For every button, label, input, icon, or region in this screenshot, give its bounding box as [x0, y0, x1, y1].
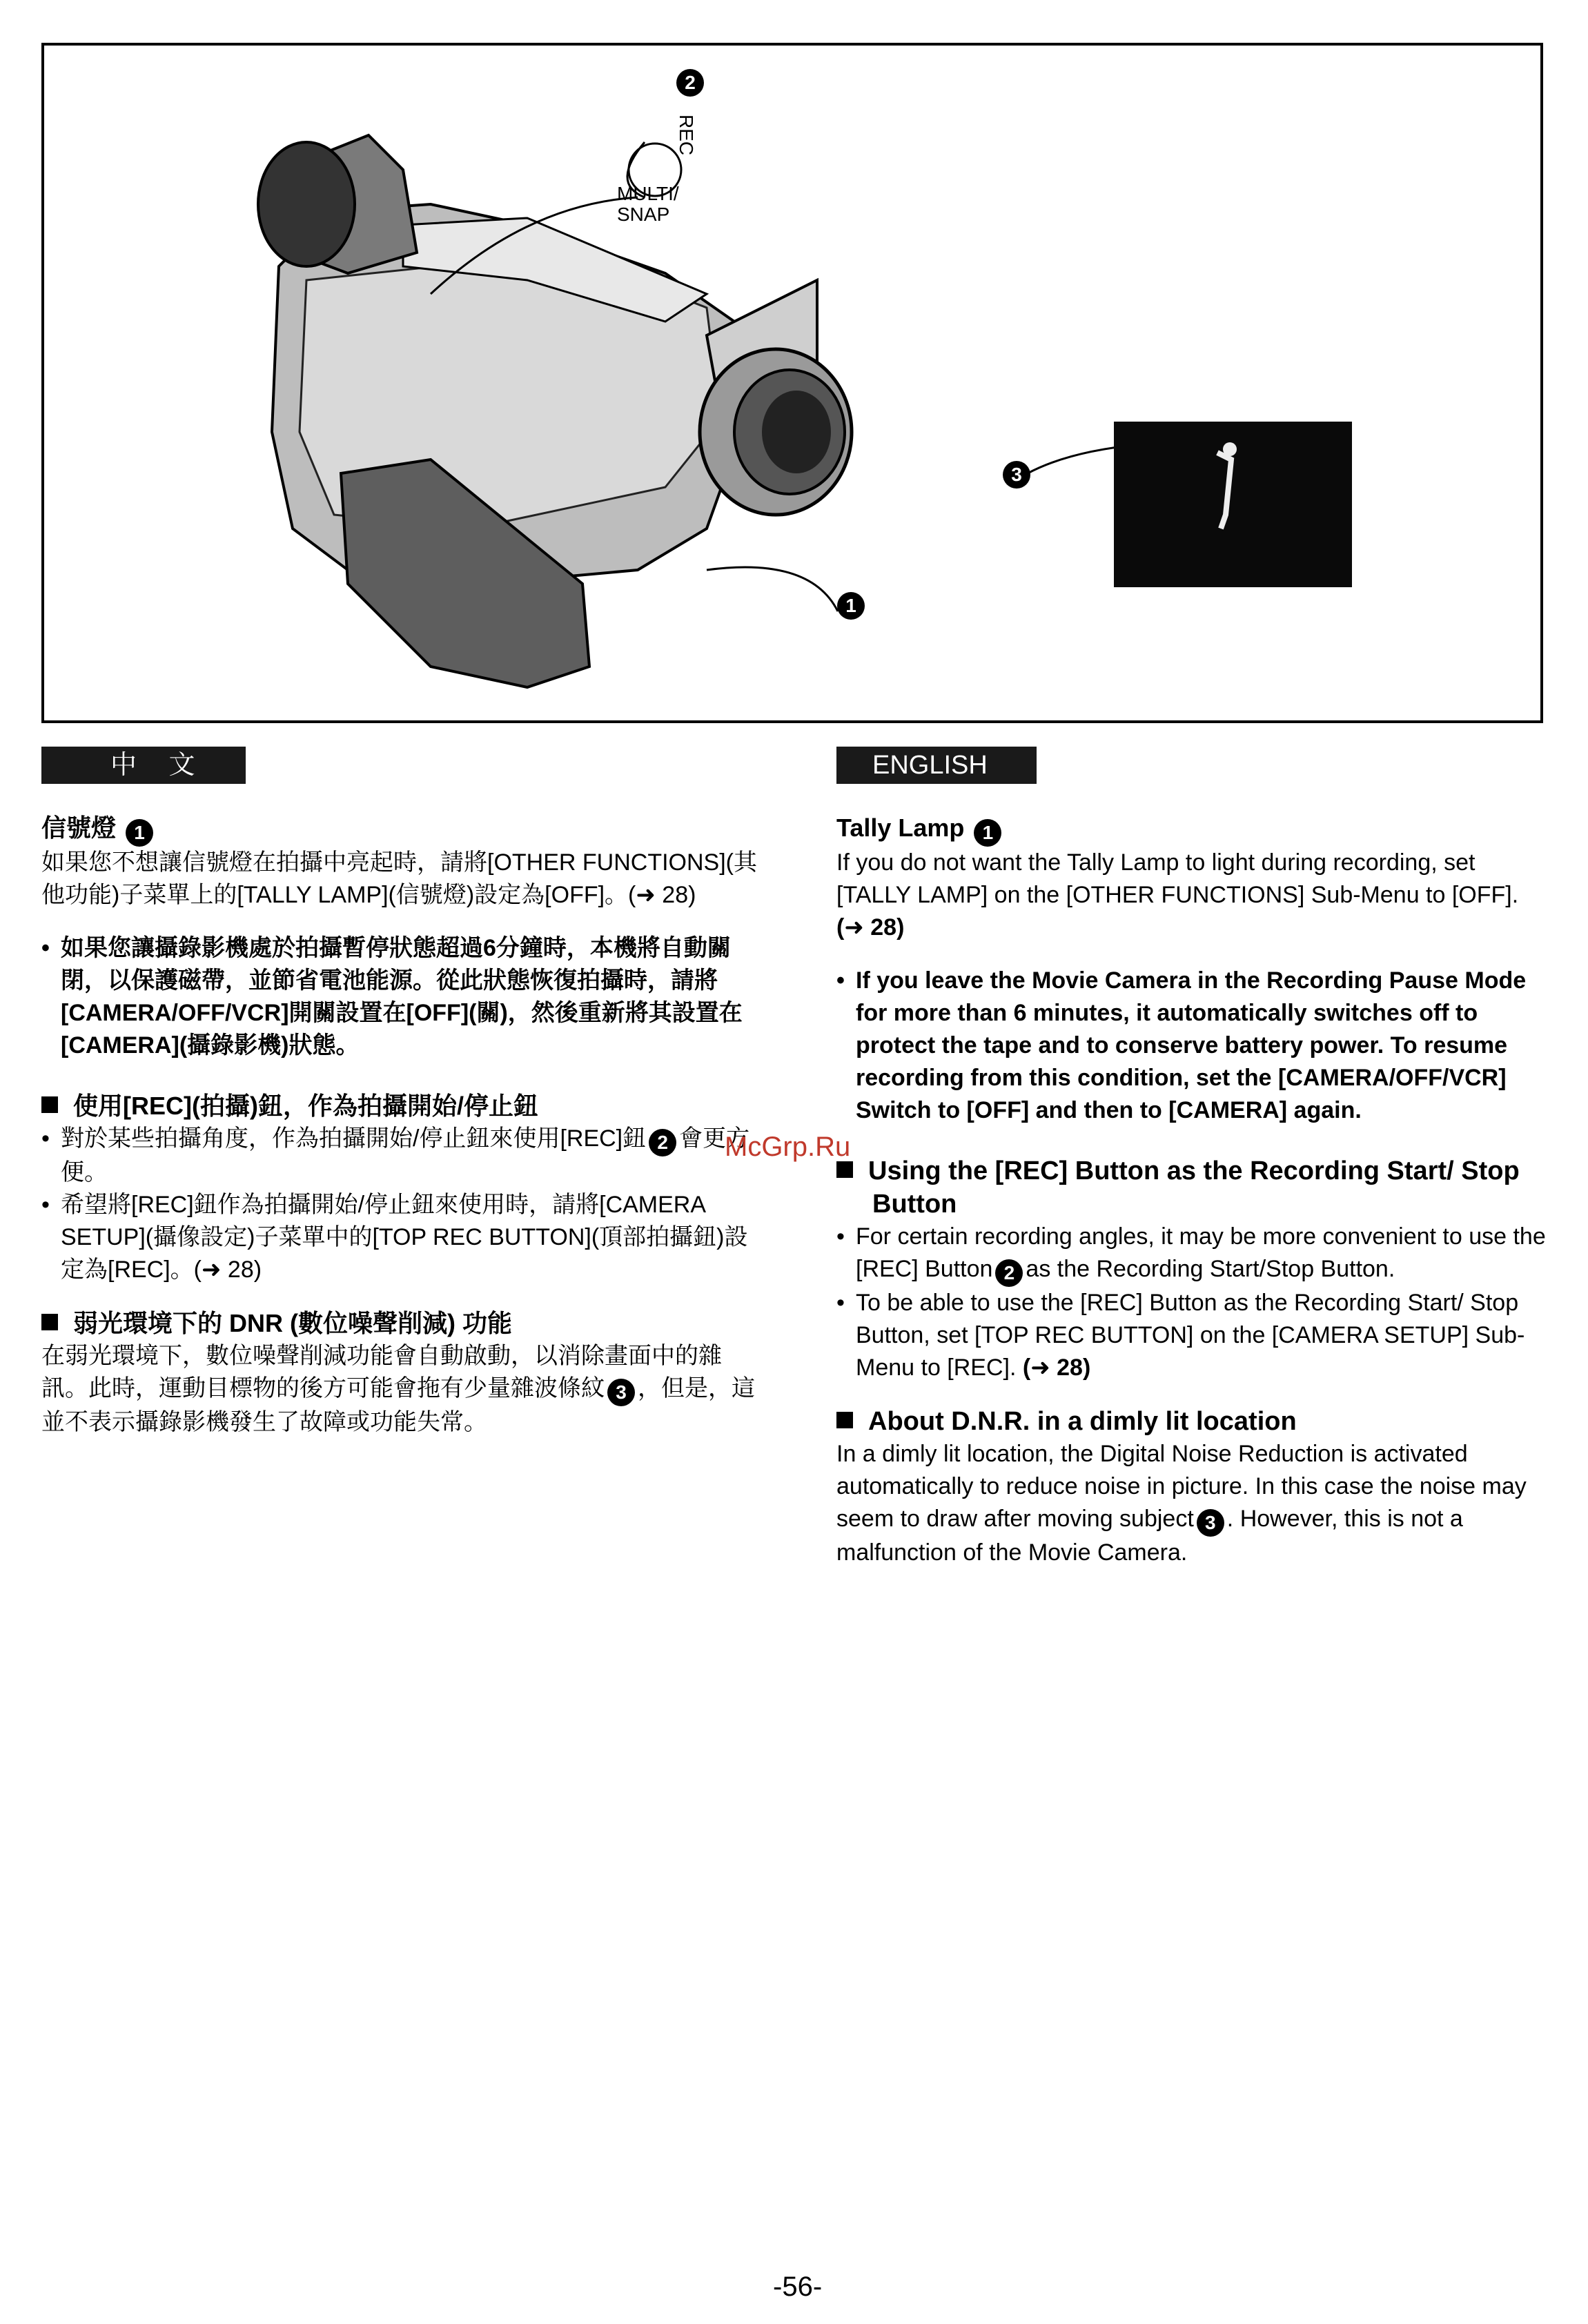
zh-dnr-body [41, 1340, 766, 1439]
camera-illustration [41, 43, 1543, 723]
callout-2-icon: 2 [649, 1129, 676, 1156]
callout-2-icon: 2 [676, 69, 704, 97]
en-dnr-body [836, 1438, 1547, 1569]
en-pause-note: • If you leave the Movie Camera in the Recording Pause Mode for more than 6 minutes, it automatically switches off to protect the tape and to conserve battery power. To resume recording from this condition, set the [CAMERA/OFF/VCR] Switch to [OFF] and then to [CAMERA] again. [836, 967, 1527, 1123]
callout-2-icon: 2 [995, 1259, 1023, 1287]
zh-rec-heading-text: 使用[REC](拍攝)鈕，作為拍攝開始/停止鈕 [73, 1092, 538, 1120]
en-rec-bullet-1: • For certain recording angles, it may be more convenient to use the [REC] Button 2 as the Recording Start/Stop Button. [836, 1221, 1547, 1287]
en-rec-bullet-1-text: For certain recording angles, it may be more convenient to use the [REC] Button [856, 1223, 1546, 1282]
zh-pause-note: • 如果您讓攝錄影機處於拍攝暫停狀態超過6分鐘時，本機將自動關閉，以保護磁帶，並節省電池能源。從此狀態恢復拍攝時，請將[CAMERA/OFF/VCR]開關設置在[OFF](關)，然後重新將其設置在[CAMERA](攝錄影機)狀態。 [41, 935, 743, 1058]
en-rec-bullet-2-text: To be able to use the [REC] Button as the Recording Start/ Stop Button, set [TOP REC BUTTON] on the [CAMERA SETUP] Sub-Menu to [REC]. [856, 1290, 1525, 1381]
callout-1-icon: 1 [974, 819, 1001, 847]
zh-tally-title: 信號燈 [41, 814, 117, 842]
multi-snap-label: MULTI/ SNAP [617, 183, 679, 225]
zh-dnr-heading [41, 1307, 766, 1340]
zh-rec-bullet-2: • 希望將[REC]鈕作為拍攝開始/停止鈕來使用時，請將[CAMERA SETUP](攝像設定)子菜單中的[TOP REC BUTTON](頂部拍攝鈕)設定為[REC]。(➜ 28) [41, 1192, 748, 1283]
zh-tally-heading [41, 811, 766, 847]
rec-label: REC [676, 115, 697, 156]
en-tally-title: Tally Lamp [836, 814, 965, 842]
en-pause-text: If you leave the Movie Camera in the Recording Pause Mode for more than 6 minutes, it automatically switches off to protect the tape and to conserve battery power. To resume recording from this condition, set the [CAMERA/OFF/VCR] Switch to [OFF] and then to [CAMERA] again. [856, 967, 1527, 1123]
zh-rec-bullet-1: • 對於某些拍攝角度，作為拍攝開始/停止鈕來使用[REC]鈕 2 會更方便。 [41, 1125, 750, 1185]
en-rec-heading [836, 1154, 1547, 1221]
zh-dnr-body-a: 在弱光環境下，數位噪聲削減功能會自動啟動，以消除畫面中的雜訊。此時，運動目標物的後方可能會拖有少量雜波條紋 [41, 1343, 722, 1401]
watermark: McGrp.Ru [725, 1132, 851, 1162]
en-dnr-body-b: . However, this is not a malfunction of the Movie Camera. [836, 1506, 1463, 1566]
zh-tally-body: 如果您不想讓信號燈在拍攝中亮起時，請將[OTHER FUNCTIONS](其他功能)子菜單上的[TALLY LAMP](信號燈)設定為[OFF]。(➜ 28) [41, 849, 757, 908]
en-rec-bullet-2: • To be able to use the [REC] Button as the Recording Start/ Stop Button, set [TOP REC BUTTON] on the [CAMERA SETUP] Sub-Menu to [REC]. (➜ 28) [836, 1290, 1525, 1381]
callout-1-icon: 1 [126, 819, 153, 847]
chinese-section-label: 中 文 [41, 747, 246, 784]
en-rec-bullet-2-ref: (➜ 28) [1022, 1355, 1091, 1381]
zh-rec-heading [41, 1090, 766, 1123]
zh-dnr-heading-text: 弱光環境下的 DNR (數位噪聲削減) 功能 [73, 1309, 512, 1337]
page-number: -56- [773, 2272, 823, 2302]
english-column [836, 747, 1547, 1569]
en-dnr-heading-text: About D.N.R. in a dimly lit location [868, 1407, 1297, 1436]
en-rec-bullet-1-end: as the Recording Start/Stop Button. [1026, 1256, 1395, 1282]
en-dnr-body-a: In a dimly lit location, the Digital Noise Reduction is activated automatically to reduce noise in picture. In this case the noise may seem to draw after moving subject [836, 1441, 1527, 1532]
callout-3-icon: 3 [607, 1379, 635, 1406]
zh-dnr-body-b: ，但是，這並不表示攝錄影機發生了故障或功能失常。 [41, 1375, 755, 1435]
chinese-column [41, 747, 766, 1439]
zh-rec-bullet-1-end: 會更方便。 [61, 1125, 750, 1185]
english-section-label: ENGLISH [836, 747, 1037, 784]
callout-3-icon: 3 [1197, 1509, 1224, 1537]
zh-rec-bullet-2-text: 希望將[REC]鈕作為拍攝開始/停止鈕來使用時，請將[CAMERA SETUP](攝像設定)子菜單中的[TOP REC BUTTON](頂部拍攝鈕)設定為[REC]。(➜ 28) [61, 1192, 748, 1283]
zh-pause-text: 如果您讓攝錄影機處於拍攝暫停狀態超過6分鐘時，本機將自動關閉，以保護磁帶，並節省電池能源。從此狀態恢復拍攝時，請將[CAMERA/OFF/VCR]開關設置在[OFF](關)，然後重新將其設置在[CAMERA](攝錄影機)狀態。 [61, 935, 743, 1058]
callout-3-icon: 3 [1003, 461, 1030, 489]
en-tally-heading [836, 811, 1547, 847]
en-tally-body-text: If you do not want the Tally Lamp to light during recording, set [TALLY LAMP] on the [OTHER FUNCTIONS] Sub-Menu to [OFF]. [836, 849, 1519, 908]
callout-1-icon: 1 [837, 592, 865, 620]
en-rec-heading-text: Using the [REC] Button as the Recording Start/ Stop Button [868, 1156, 1520, 1219]
en-tally-ref: (➜ 28) [836, 914, 905, 941]
camera-drawing [44, 46, 1546, 726]
zh-rec-bullet-1-text: 對於某些拍攝角度，作為拍攝開始/停止鈕來使用[REC]鈕 [61, 1125, 647, 1152]
en-tally-body [836, 847, 1547, 944]
en-dnr-heading [836, 1405, 1547, 1438]
